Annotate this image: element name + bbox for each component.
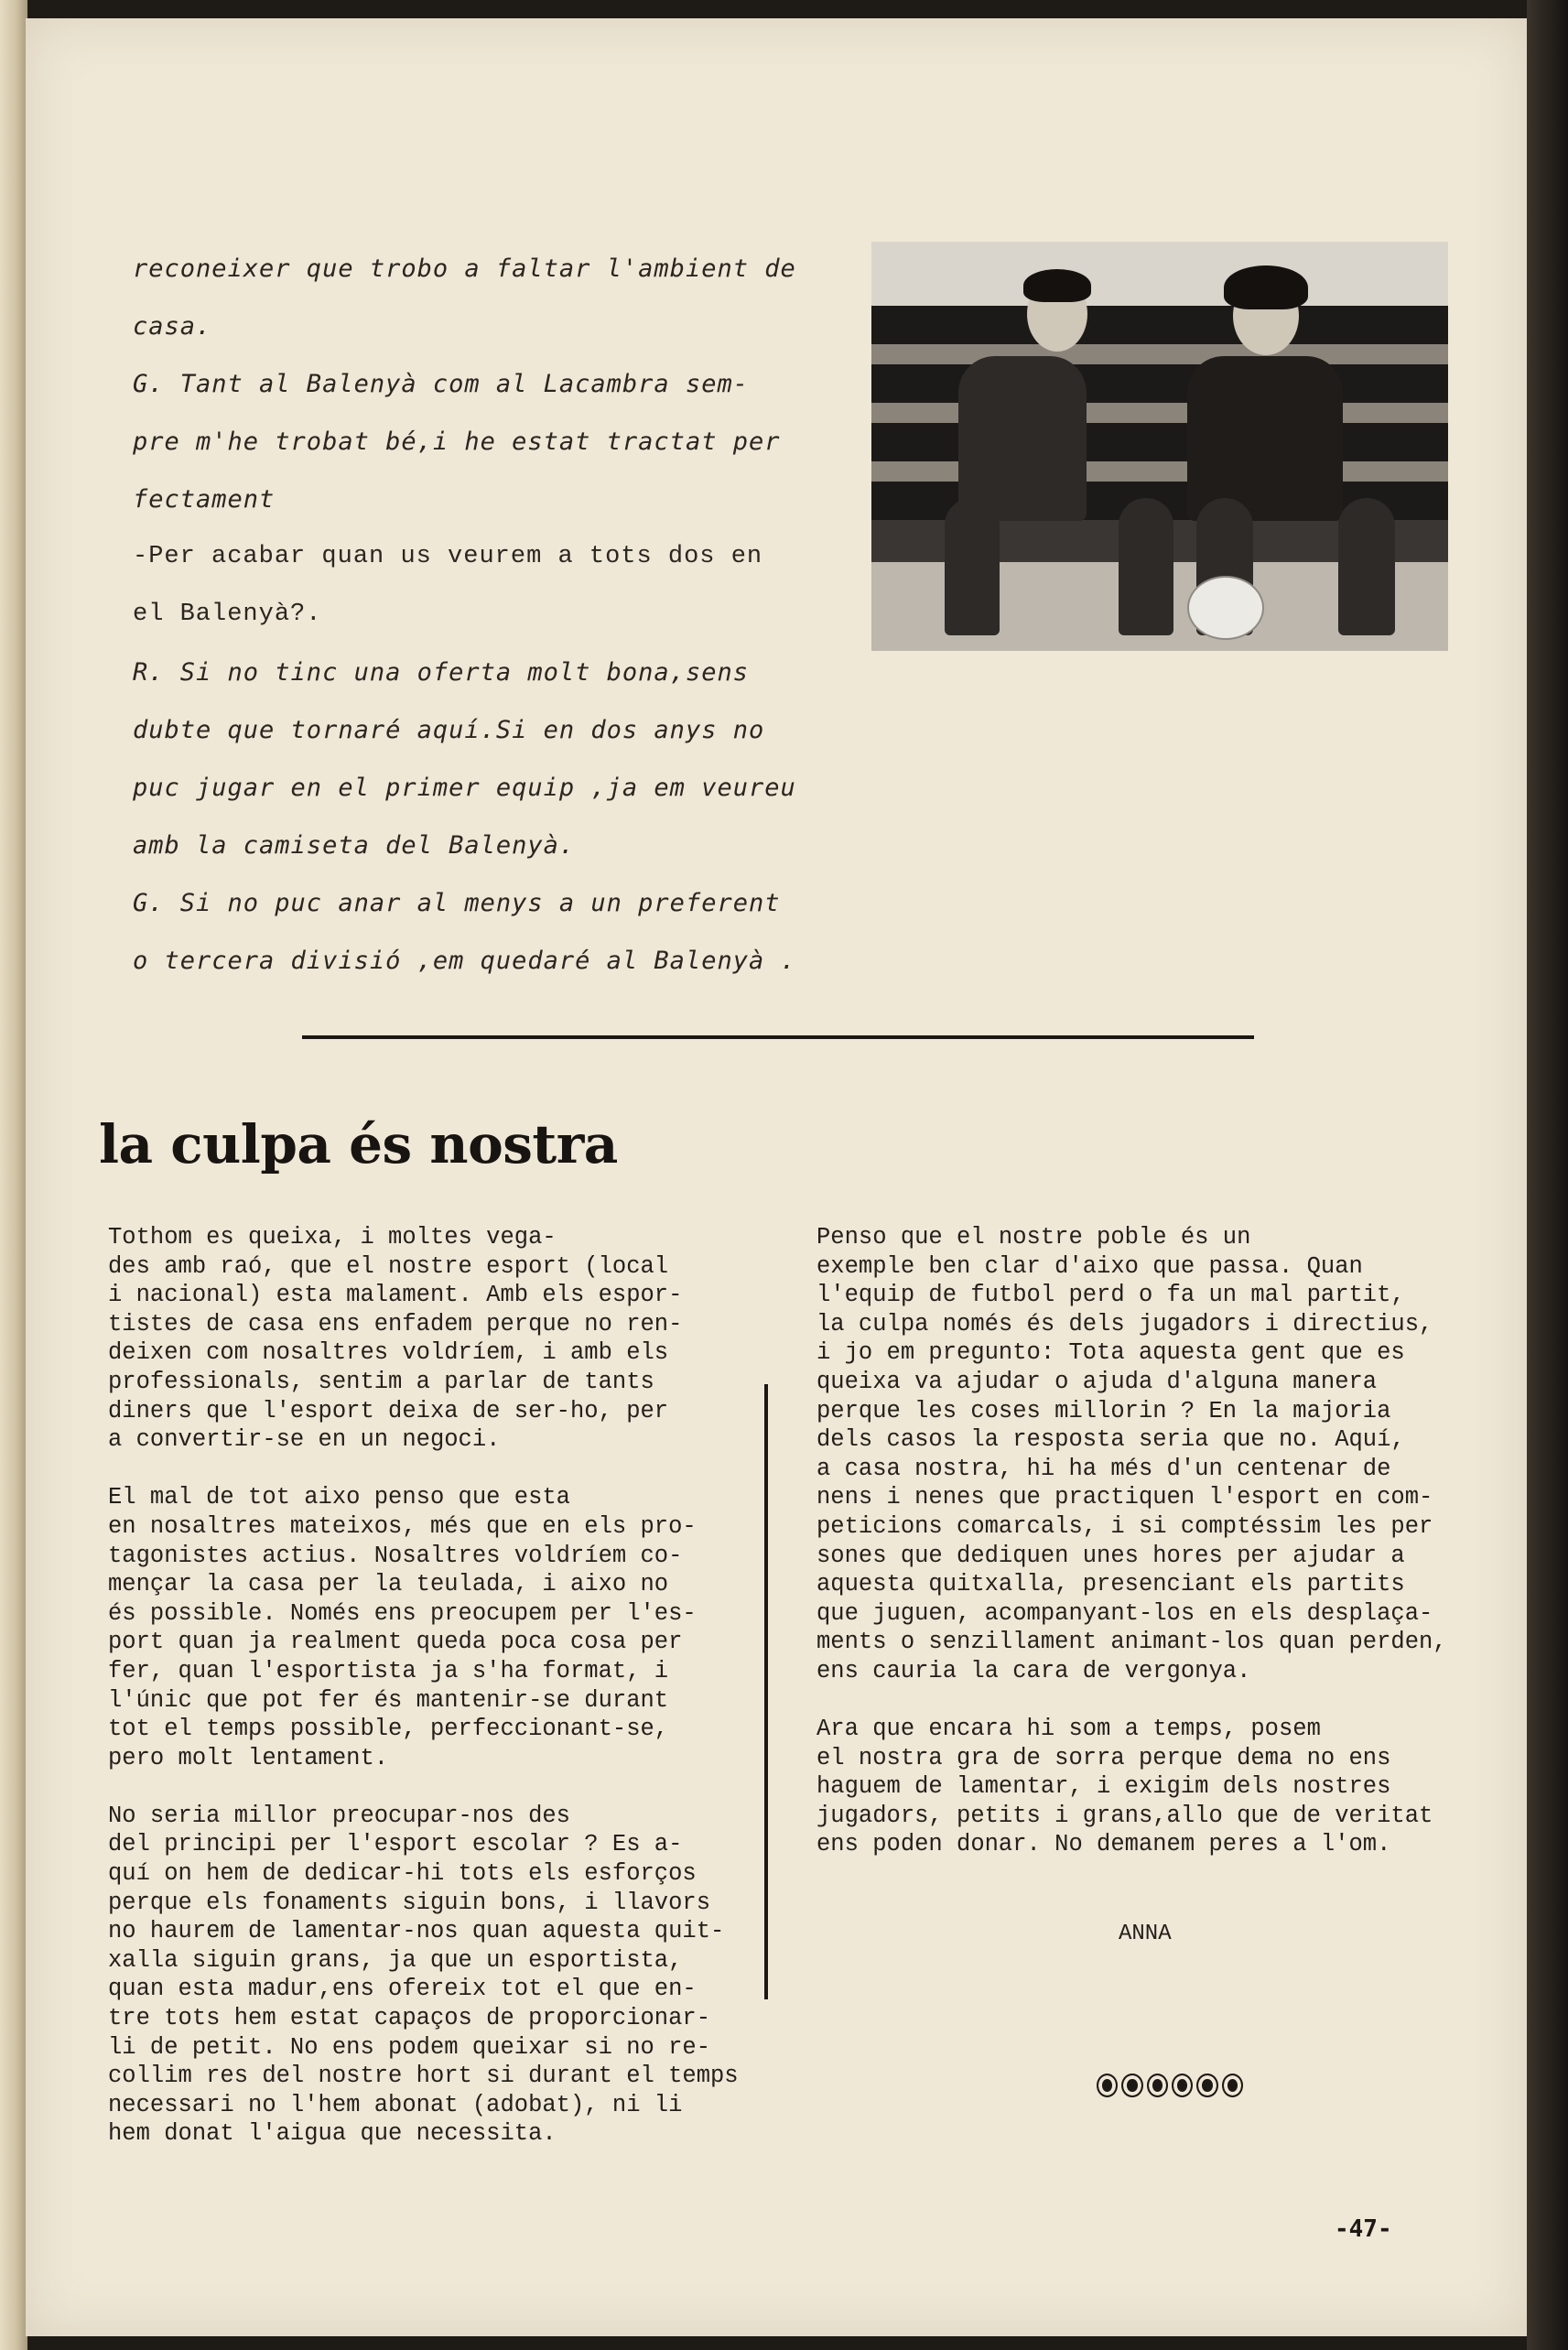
article-line: tot el temps possible, perfeccionant-se, [108, 1716, 669, 1743]
article-line: port quan ja realment queda poca cosa per [108, 1629, 683, 1656]
interview-line: puc jugar en el primer equip ,ja em veureu [133, 774, 796, 802]
page-number: -47- [1335, 2215, 1392, 2243]
ornament-dot [1222, 2074, 1243, 2097]
article-line: li de petit. No ens podem queixar si no re- [108, 2033, 711, 2061]
paragraph-gap [108, 1455, 767, 1484]
article-line: Ara que encara hi som a temps, posem [816, 1716, 1321, 1743]
article-line: l'equip de futbol perd o fa un mal partit, [816, 1282, 1405, 1309]
article-line: El mal de tot aixo penso que esta [108, 1484, 570, 1511]
article-line: perque les coses millorin ? En la majoria [816, 1397, 1391, 1424]
article-line: jugadors, petits i grans,allo que de veritat [816, 1802, 1433, 1829]
ornament-dot [1121, 2074, 1142, 2097]
players-photo [871, 242, 1448, 651]
article-line: mençar la casa per la teulada, i aixo no [108, 1571, 669, 1598]
article-line: Penso que el nostre poble és un [816, 1224, 1251, 1251]
interview-line: pre m'he trobat bé,i he estat tractat per [133, 428, 781, 456]
article-line: aquesta quitxalla, presenciant els partits [816, 1571, 1405, 1598]
article-line: no haurem de lamentar-nos quan aquesta quit- [108, 1918, 725, 1945]
interview-text [133, 240, 874, 990]
article-line: tistes de casa ens enfadem perque no ren- [108, 1310, 683, 1337]
photo-stripe [871, 344, 1448, 364]
article-line: pero molt lentament. [108, 1744, 389, 1771]
interview-line: o tercera divisió ,em quedaré al Balenyà . [133, 947, 796, 975]
article-line: peticions comarcals, i si comptéssim les per [816, 1512, 1433, 1540]
article-line: professionals, sentim a parlar de tants [108, 1368, 654, 1395]
article-line: ments o senzillament animant-los quan perden, [816, 1629, 1447, 1656]
ornament-divider [1097, 2074, 1243, 2101]
article-line: la culpa només és dels jugadors i directius, [816, 1310, 1433, 1337]
article-line: el nostra gra de sorra perque dema no ens [816, 1744, 1391, 1771]
interview-question: el Balenyà?. [133, 601, 322, 628]
interview-line: amb la camiseta del Balenyà. [133, 831, 576, 860]
article-line: tagonistes actius. Nosaltres voldríem co- [108, 1542, 683, 1569]
page-edge [1527, 0, 1568, 2350]
player-right [1187, 356, 1343, 521]
article-line: hem donat l'aigua que necessita. [108, 2120, 557, 2148]
football [1187, 576, 1264, 640]
article-line: haguem de lamentar, i exigim dels nostres [816, 1773, 1391, 1801]
interview-line: R. Si no tinc una oferta molt bona,sens [133, 658, 749, 687]
article-line: dels casos la resposta seria que no. Aquí, [816, 1426, 1405, 1454]
article-line: a convertir-se en un negoci. [108, 1426, 501, 1454]
article-line: xalla siguin grans, ja que un esportista, [108, 1946, 683, 1974]
article-line: perque els fonaments siguin bons, i llavors [108, 1889, 711, 1916]
interview-line: G. Si no puc anar al menys a un preferent [133, 889, 781, 917]
article-line: a casa nostra, hi ha més d'un centenar de [816, 1455, 1391, 1482]
ornament-dot [1097, 2074, 1118, 2097]
article-line: en nosaltres mateixos, més que en els pro- [108, 1512, 697, 1540]
paragraph-gap [816, 1686, 1494, 1716]
interview-question: -Per acabar quan us veurem a tots dos en [133, 543, 763, 570]
article-line: Tothom es queixa, i moltes vega- [108, 1224, 557, 1251]
article-line: és possible. Només ens preocupem per l'es- [108, 1599, 697, 1627]
binding-spine [0, 0, 27, 2350]
article-line: ens poden donar. No demanem peres a l'om. [816, 1831, 1391, 1858]
article-line: collim res del nostre hort si durant el temps [108, 2063, 739, 2090]
paragraph-gap [108, 1772, 767, 1802]
article-line: necessari no l'hem abonat (adobat), ni li [108, 2091, 683, 2118]
article-line: quan esta madur,ens ofereix tot el que en- [108, 1976, 697, 2003]
ornament-dot [1147, 2074, 1168, 2097]
article-line: sones que dediquen unes hores per ajudar a [816, 1542, 1405, 1569]
player-right-leg [1338, 498, 1395, 635]
article-line: des amb raó, que el nostre esport (local [108, 1252, 669, 1280]
article-line: ens cauria la cara de vergonya. [816, 1657, 1251, 1684]
article-line: i nacional) esta malament. Amb els espor- [108, 1282, 683, 1309]
interview-line: fectament [133, 485, 276, 514]
article-right-column [816, 1223, 1494, 1859]
article-line: nens i nenes que practiquen l'esport en com- [816, 1484, 1433, 1511]
article-left-column [108, 1223, 767, 2149]
article-line: que juguen, acompanyant-los en els desplaça- [816, 1599, 1433, 1627]
author-signature: ANNA [1119, 1922, 1172, 1946]
column-divider [764, 1384, 768, 1999]
article-line: No seria millor preocupar-nos des [108, 1802, 570, 1829]
article-line: i jo em pregunto: Tota aquesta gent que es [816, 1339, 1405, 1367]
player-left-leg [945, 498, 1000, 635]
player-right-hair [1224, 265, 1308, 309]
photo-stripe [871, 306, 1448, 344]
interview-line: casa. [133, 312, 212, 341]
ornament-dot [1172, 2074, 1193, 2097]
article-line: fer, quan l'esportista ja s'ha format, i [108, 1657, 669, 1684]
article-line: del principi per l'esport escolar ? Es a- [108, 1831, 683, 1858]
article-line: exemple ben clar d'aixo que passa. Quan [816, 1252, 1363, 1280]
photo-wall [871, 242, 1448, 306]
article-line: tre tots hem estat capaços de proporcionar- [108, 2005, 711, 2032]
ornament-dot [1196, 2074, 1217, 2097]
interview-line: G. Tant al Balenyà com al Lacambra sem- [133, 370, 749, 398]
article-line: quí on hem de dedicar-hi tots els esforços [108, 1860, 697, 1888]
article-line: l'únic que pot fer és mantenir-se durant [108, 1686, 669, 1714]
interview-line: dubte que tornaré aquí.Si en dos anys no [133, 716, 765, 744]
article-line: diners que l'esport deixa de ser-ho, per [108, 1397, 669, 1424]
player-left [958, 356, 1087, 521]
player-left-leg [1119, 498, 1173, 635]
article-line: deixen com nosaltres voldríem, i amb els [108, 1339, 669, 1367]
article-line: queixa va ajudar o ajuda d'alguna manera [816, 1368, 1378, 1395]
article-headline: la culpa és nostra [99, 1113, 618, 1175]
section-divider [302, 1035, 1254, 1039]
interview-line: reconeixer que trobo a faltar l'ambient de [133, 254, 796, 283]
player-left-hair [1023, 269, 1091, 302]
